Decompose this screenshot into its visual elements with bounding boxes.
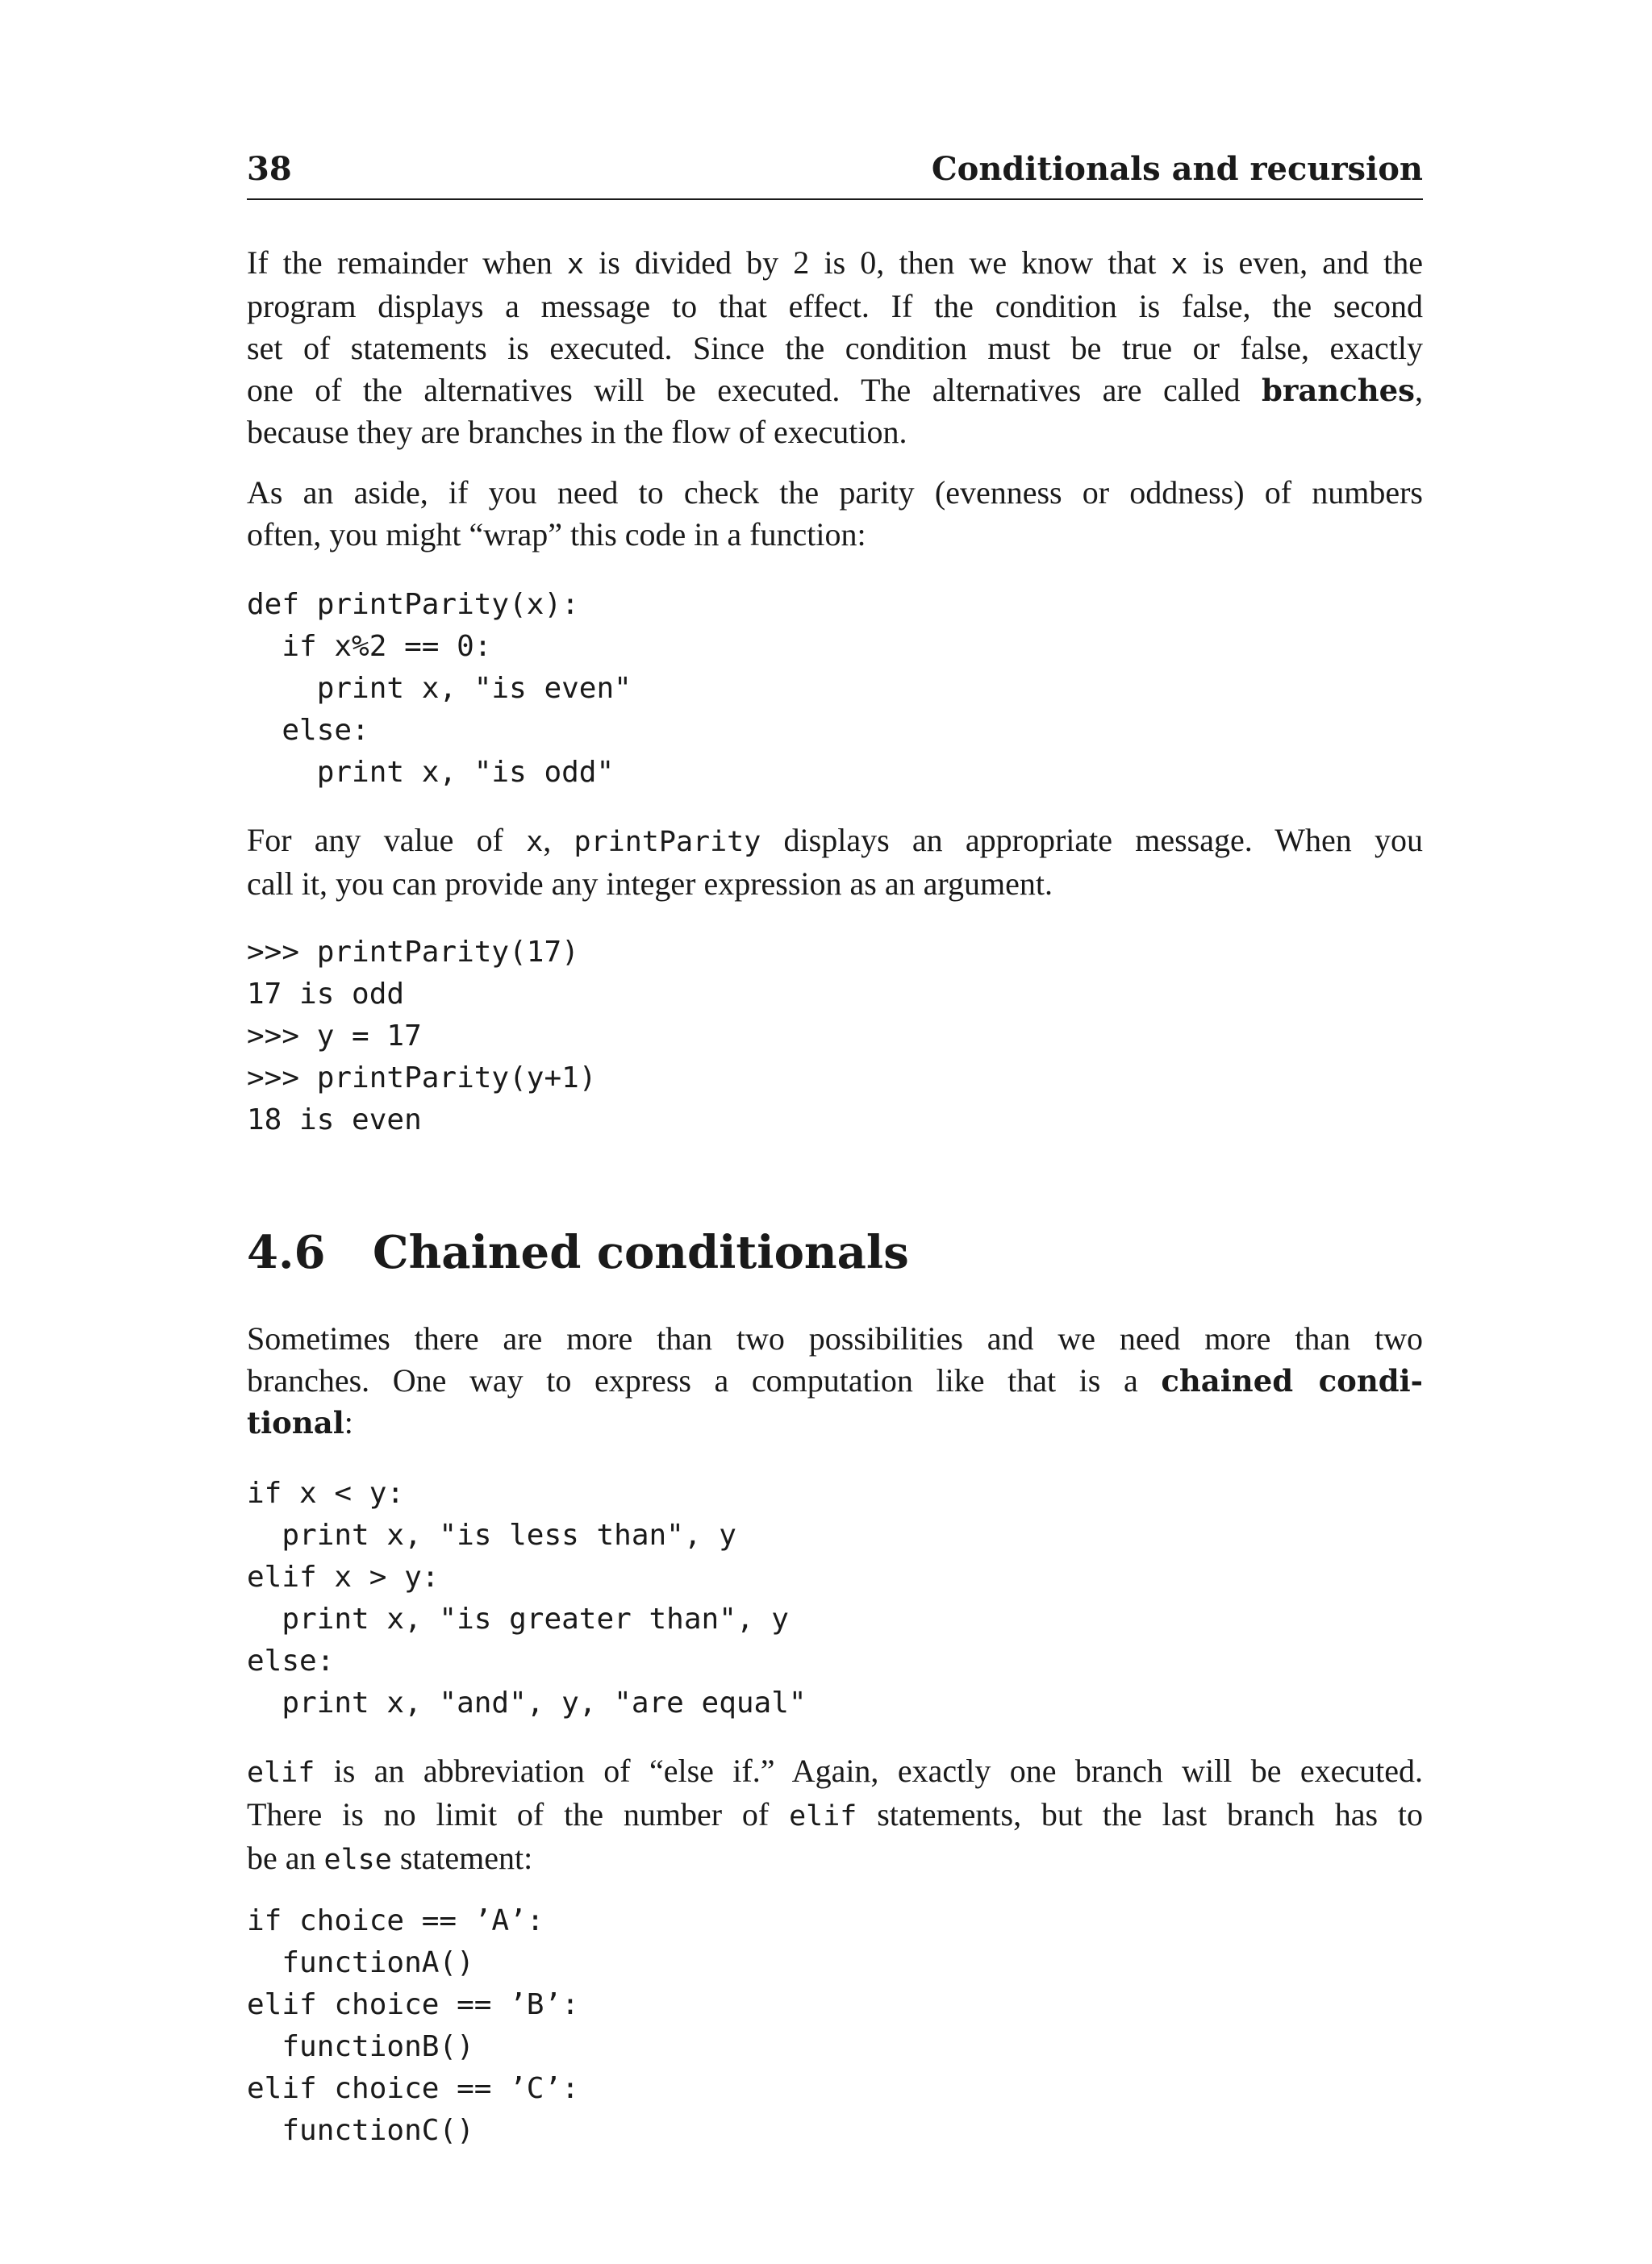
text-line: tional: xyxy=(247,1404,353,1441)
inline-code: x xyxy=(1170,248,1188,281)
code-line: >>> printParity(17) xyxy=(247,936,579,969)
bold-term: tional xyxy=(247,1405,344,1441)
text-line: be an else statement: xyxy=(247,1840,533,1876)
code-line: functionB() xyxy=(247,2030,474,2063)
bold-term: chained condi- xyxy=(1161,1363,1423,1399)
text-line: For any value of x, printParity displays an appropriate message. When you xyxy=(247,822,1423,858)
text-line: There is no limit of the number of elif statements, but the last branch has to xyxy=(247,1796,1423,1832)
paragraph-elif xyxy=(247,1750,1423,1881)
running-title: Conditionals and recursion xyxy=(931,150,1423,188)
code-block-choice-functions xyxy=(247,1900,579,2152)
text-line: because they are branches in the flow of execution. xyxy=(247,414,907,450)
text-line: set of statements is executed. Since the condition must be true or false, exactly xyxy=(247,330,1423,366)
code-block-interpreter-session xyxy=(247,932,596,1141)
inline-code: printParity xyxy=(574,826,761,858)
text-line: call it, you can provide any integer expression as an argument. xyxy=(247,865,1053,902)
code-line: elif x > y: xyxy=(247,1561,440,1594)
paragraph-print-parity-usage xyxy=(247,819,1423,905)
paragraph-branches xyxy=(247,242,1423,453)
paragraph-parity xyxy=(247,472,1423,556)
code-line: functionA() xyxy=(247,1946,474,1979)
code-line: 17 is odd xyxy=(247,978,405,1011)
code-line: functionC() xyxy=(247,2114,474,2147)
inline-code: else xyxy=(323,1844,392,1876)
code-line: print x, "is odd" xyxy=(247,756,615,789)
text-line: elif is an abbreviation of “else if.” Again, exactly one branch will be executed. xyxy=(247,1753,1423,1789)
code-line: >>> printParity(y+1) xyxy=(247,1061,597,1094)
code-block-chained-conditional xyxy=(247,1473,807,1724)
code-block-print-parity xyxy=(247,584,632,794)
code-line: elif choice == ’C’: xyxy=(247,2072,579,2105)
code-line: >>> y = 17 xyxy=(247,1019,422,1053)
code-line: print x, "is even" xyxy=(247,672,632,705)
code-line: else: xyxy=(247,1645,335,1678)
bold-term: branches xyxy=(1261,373,1415,408)
code-line: def printParity(x): xyxy=(247,588,579,621)
inline-code: x xyxy=(526,826,544,858)
inline-code: elif xyxy=(247,1757,315,1789)
section-heading xyxy=(247,1224,909,1281)
inline-code: elif xyxy=(789,1800,857,1832)
code-line: print x, "is greater than", y xyxy=(247,1603,789,1636)
inline-code: x xyxy=(566,248,584,281)
code-line: 18 is even xyxy=(247,1103,422,1136)
code-line: print x, "and", y, "are equal" xyxy=(247,1687,807,1720)
text-line: As an aside, if you need to check the parity (evenness or oddness) of numbers xyxy=(247,474,1423,511)
code-line: if x%2 == 0: xyxy=(247,630,492,663)
paragraph-chained-intro xyxy=(247,1318,1423,1444)
code-line: else: xyxy=(247,714,369,747)
text-line: branches. One way to express a computation like that is a chained condi- xyxy=(247,1362,1423,1399)
code-line: print x, "is less than", y xyxy=(247,1519,736,1552)
running-header xyxy=(247,150,1423,200)
code-line: if x < y: xyxy=(247,1477,405,1510)
text-line: one of the alternatives will be executed. The alternatives are called branches, xyxy=(247,372,1423,408)
text-line: Sometimes there are more than two possibilities and we need more than two xyxy=(247,1320,1423,1357)
code-line: elif choice == ’B’: xyxy=(247,1988,579,2021)
text-line: often, you might “wrap” this code in a function: xyxy=(247,516,866,552)
text-line: If the remainder when x is divided by 2 is 0, then we know that x is even, and the xyxy=(247,244,1424,281)
text-line: program displays a message to that effect. If the condition is false, the second xyxy=(247,288,1423,324)
page-number: 38 xyxy=(247,150,292,188)
section-title: Chained conditionals xyxy=(373,1226,909,1279)
section-number: 4.6 xyxy=(247,1226,326,1279)
code-line: if choice == ’A’: xyxy=(247,1904,544,1937)
